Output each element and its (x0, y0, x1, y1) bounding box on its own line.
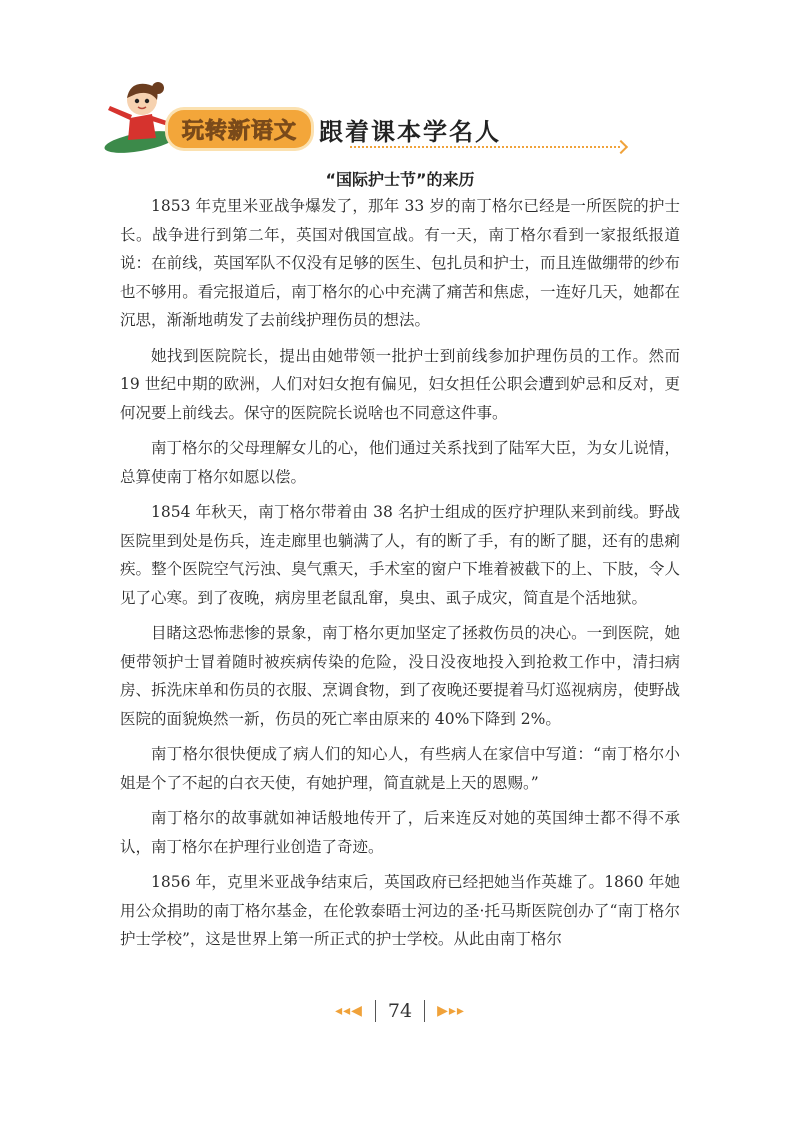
page-number: 74 (387, 1000, 413, 1022)
paragraph: 1853 年克里米亚战争爆发了，那年 33 岁的南丁格尔已经是一所医院的护士长。战争进行到第二年，英国对俄国宣战。有一天，南丁格尔看到一家报纸报道说：在前线，英国军队不仅没有足够的医生、包扎员和护士，而且连做绷带的纱布也不够用。看完报道后，南丁格尔的心中充满了痛苦和焦虑，一连好几天，她都在沉思，渐渐地萌发了去前线护理伤员的想法。 (120, 197, 680, 329)
divider (375, 1000, 376, 1022)
paragraph: 南丁格尔很快便成了病人们的知心人，有些病人在家信中写道：“南丁格尔小姐是个了不起的白衣天使，有她护理，简直就是上天的恩赐。” (120, 745, 680, 792)
paragraph: 南丁格尔的故事就如神话般地传开了，后来连反对她的英国绅士都不得不承认，南丁格尔在护理行业创造了奇迹。 (120, 809, 680, 856)
section-banner (168, 110, 501, 148)
paragraph: 目睹这恐怖悲惨的景象，南丁格尔更加坚定了拯救伤员的决心。一到医院，她便带领护士冒着随时被疾病传染的危险，没日没夜地投入到抢救工作中，清扫病房、拆洗床单和伤员的衣服、烹调食物，到了夜晚还要提着马灯巡视病房，使野战医院的面貌焕然一新，伤员的死亡率由原来的 40%下降到 2%。 (120, 624, 680, 728)
article-body (120, 192, 680, 961)
page-header (100, 80, 660, 160)
page-footer (0, 1000, 800, 1022)
dotted-divider (350, 146, 620, 152)
section-badge (168, 110, 311, 148)
prev-arrows-icon: ◂◂◀ (335, 1003, 363, 1019)
next-arrows-icon: ▶▸▸ (437, 1003, 465, 1019)
paragraph: 1856 年，克里米亚战争结束后，英国政府已经把她当作英雄了。1860 年她用公众捐助的南丁格尔基金，在伦敦泰晤士河边的圣·托马斯医院创办了“南丁格尔护士学校”，这是世界上第一所正式的护士学校。从此由南丁格尔 (120, 873, 680, 948)
paragraph: 她找到医院院长，提出由她带领一批护士到前线参加护理伤员的工作。然而 19 世纪中期的欧洲，人们对妇女抱有偏见，妇女担任公职会遭到妒忌和反对，更何况要上前线去。保守的医院院长说啥也不同意这件事。 (120, 346, 680, 422)
divider (424, 1000, 425, 1022)
paragraph: 1854 年秋天，南丁格尔带着由 38 名护士组成的医疗护理队来到前线。野战医院里到处是伤兵，连走廊里也躺满了人，有的断了手，有的断了腿，还有的患痢疾。整个医院空气污浊、臭气熏天，手术室的窗户下堆着被截下的上、下肢，令人见了心寒。到了夜晚，病房里老鼠乱窜，臭虫、虱子成灾，简直是个活地狱。 (120, 503, 680, 607)
section-badge-label: 玩转新语文 (182, 118, 298, 144)
paragraph: 南丁格尔的父母理解女儿的心，他们通过关系找到了陆军大臣，为女儿说情，总算使南丁格尔如愿以偿。 (120, 439, 680, 486)
article-title: “国际护士节”的来历 (325, 170, 475, 189)
section-subtitle: 跟着课本学名人 (319, 117, 502, 146)
